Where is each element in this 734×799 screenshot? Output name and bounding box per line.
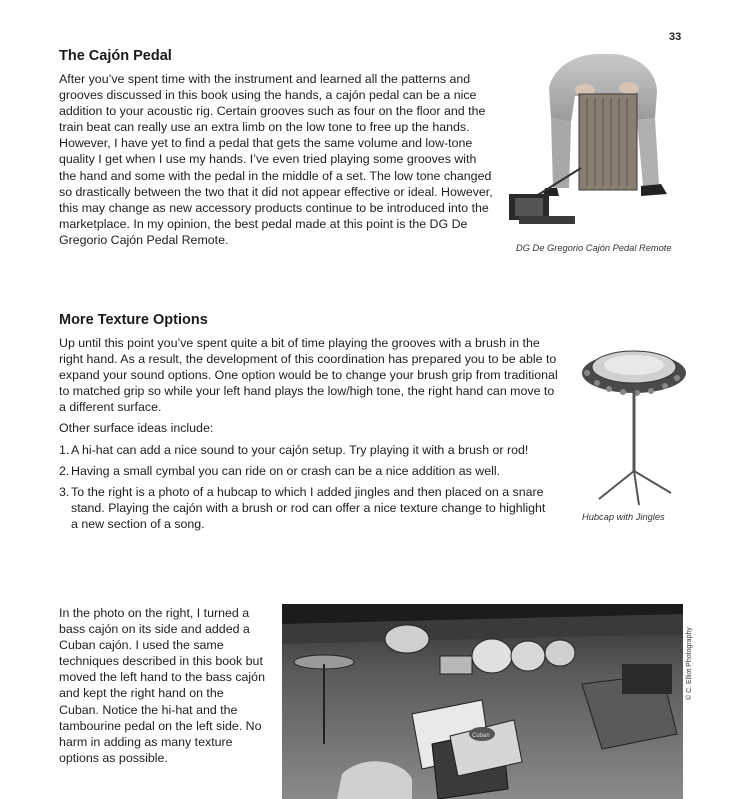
- drum-logo: Cuban: [472, 733, 490, 739]
- list-item: 3. To the right is a photo of a hubcap to which I added jingles and then placed on a snare stand. Playing the cajón with a brush or rod can offer a nice texture change to highlight a new section of a song.: [59, 484, 546, 531]
- hubcap-photo: [579, 331, 689, 507]
- section-paragraph-cajon-pedal: After you’ve spent time with the instrument and learned all the patterns and grooves discussed in this book using the hands, a cajón pedal can be a nice addition to your acoustic rig. Certain grooves such as four on the floor and the train beat can really use an extra limb on the low tone to free up the hands. However, I have yet to find a pedal that gets the same volume and low-tone quality I get when I use my hands. I’ve even tried playing some grooves with the hand and some with the pedal in the middle of a set. The low tone changed so drastically between the two that it did not appear effective or ideal. However, this may change as new accessory products continue to be introduced into the marketplace. In my opinion, the best pedal made at this point is the DG De Gregorio Cajón Pedal Remote.: [59, 72, 493, 247]
- list-item: 2. Having a small cymbal you can ride on or crash can be a nice addition as well.: [59, 463, 501, 478]
- list-item: 1. A hi-hat can add a nice sound to your cajón setup. Try playing it with a brush or rod!: [59, 442, 529, 457]
- section-paragraph-bass-cajon: In the photo on the right, I turned a bass cajón on its side and added a Cuban cajón. I used the same techniques described in this book but moved the left hand to the bass cajón and kept the right hand on the Cuban. Notice the hi-hat and the tambourine pedal on the left side. No harm in adding as many texture options as possible.: [59, 606, 265, 765]
- photo-credit: © C. Elliot Photography: [686, 627, 693, 700]
- section-heading-cajon-pedal: The Cajón Pedal: [59, 48, 172, 64]
- page-number: 33: [669, 31, 682, 43]
- stage-setup-photo: [282, 604, 683, 799]
- caption-hubcap: Hubcap with Jingles: [582, 512, 665, 522]
- caption-cajon-pedal: DG De Gregorio Cajón Pedal Remote: [516, 243, 672, 253]
- surface-ideas-list: [59, 442, 564, 532]
- section-paragraph-texture: Up until this point you’ve spent quite a bit of time playing the grooves with a brush in the right hand. As a result, the development of this coordination has prepared you to be able to expand your sound options. One option would be to change your brush grip from traditional to matched grip so while your left hand plays the low/high tone, the right hand can move to a different surface.: [59, 336, 558, 415]
- surface-ideas-intro: Other surface ideas include:: [59, 421, 214, 436]
- cajon-pedal-photo: [505, 48, 695, 236]
- section-heading-texture-options: More Texture Options: [59, 312, 208, 328]
